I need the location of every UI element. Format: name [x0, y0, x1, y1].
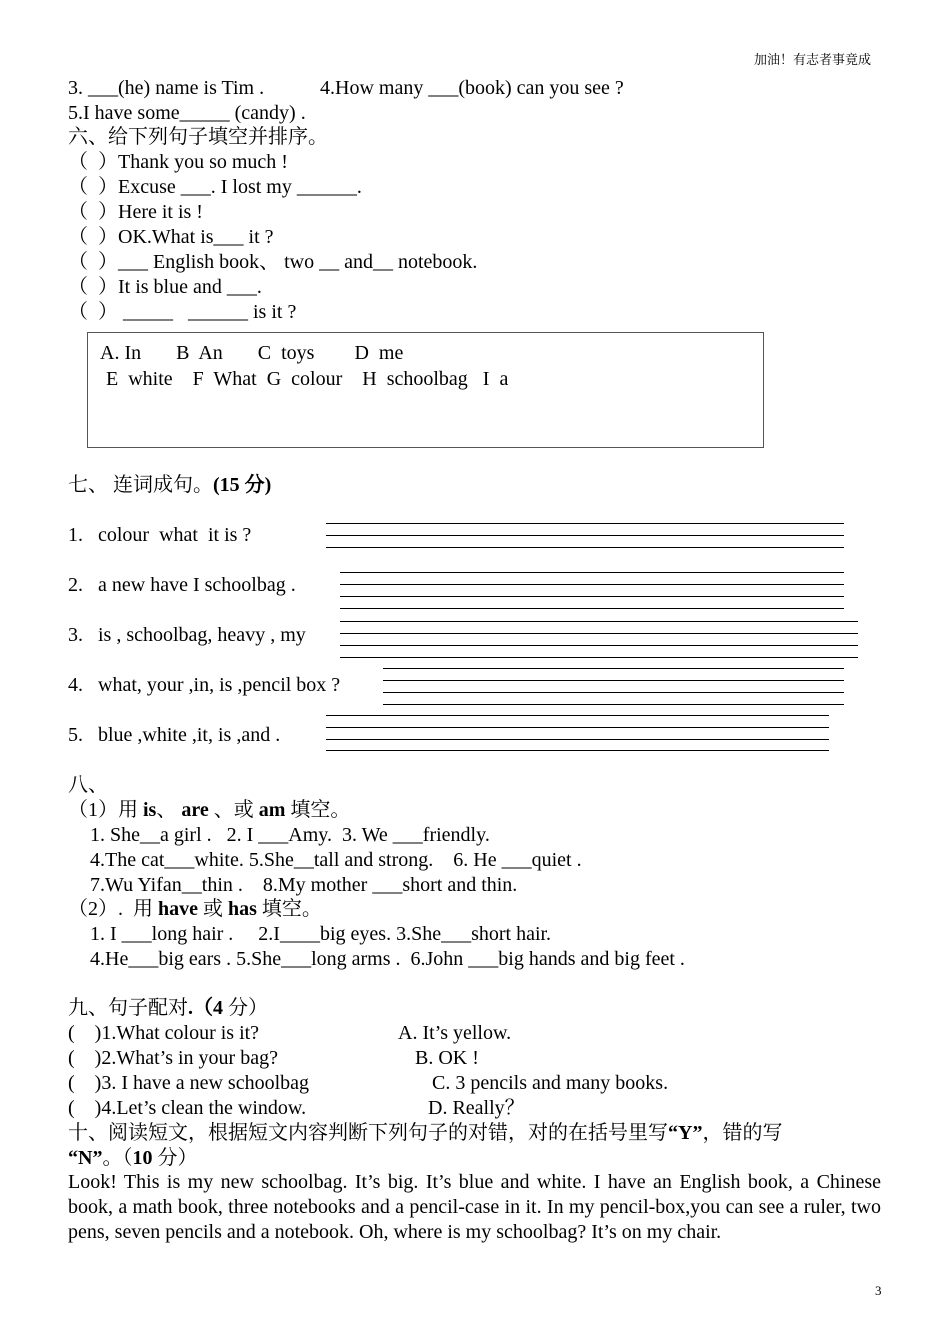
s7-item: 3. is , schoolbag, heavy , my [68, 624, 306, 646]
s6-item: （ ）Thank you so much ! [68, 151, 288, 173]
s7-item: 2. a new have I schoolbag . [68, 574, 296, 596]
s9-right-item: B. OK ! [415, 1047, 479, 1069]
page-number: 3 [875, 1283, 882, 1298]
section-10-title-cont: “N”。（10 分） [68, 1147, 198, 1169]
section-8-title: 八、 [68, 774, 108, 796]
top-question-4: 4.How many ___(book) can you see ? [320, 77, 624, 99]
s8-part1-line: 1. She__a girl . 2. I ___Amy. 3. We ___friendly. [90, 824, 490, 846]
answer-line [326, 750, 829, 751]
section-7-title: 七、 连词成句。(15 分) [68, 474, 272, 496]
word-bank-line-2: E white F What G colour H schoolbag I a [106, 368, 509, 390]
answer-line [383, 668, 844, 669]
answer-line [326, 739, 829, 740]
s8-part1-line: 7.Wu Yifan__thin . 8.My mother ___short and thin. [90, 874, 518, 896]
s6-item: （ ）Here it is ! [68, 201, 203, 223]
answer-line [340, 621, 858, 622]
s7-item: 1. colour what it is ? [68, 524, 252, 546]
s9-left-item: ( )3. I have a new schoolbag [68, 1072, 310, 1094]
word-bank-line-1: A. In B An C toys D me [100, 342, 404, 364]
answer-line [326, 727, 829, 728]
s9-left-item: ( )4.Let’s clean the window. [68, 1097, 307, 1119]
s7-item: 5. blue ,white ,it, is ,and . [68, 724, 281, 746]
s9-right-item: C. 3 pencils and many books. [432, 1072, 669, 1094]
s8-part2-line: 1. I ___long hair . 2.I____big eyes. 3.She___short hair. [90, 923, 552, 945]
s6-item: （ ）It is blue and ___. [68, 276, 262, 298]
answer-line [383, 692, 844, 693]
s8-part1-instruction: （1）用 is、 are 、或 am 填空。 [68, 799, 351, 821]
answer-line [326, 715, 829, 716]
s6-item: （ ） _____ ______ is it ? [68, 301, 297, 323]
answer-line [326, 523, 844, 524]
header-motto: 加油！有志者事竟成 [754, 52, 872, 67]
section-9-title: 九、句子配对.（4 分） [68, 997, 268, 1019]
answer-line [340, 596, 844, 597]
answer-line [383, 704, 844, 705]
s8-part2-instruction: （2）. 用 have 或 has 填空。 [68, 898, 322, 920]
s9-left-item: ( )1.What colour is it? [68, 1022, 260, 1044]
top-question-5: 5.I have some_____ (candy) . [68, 102, 306, 124]
s9-right-item: D. Really？ [428, 1097, 525, 1119]
answer-line [340, 584, 844, 585]
s8-part2-line: 4.He___big ears . 5.She___long arms . 6.John ___big hands and big feet . [90, 948, 685, 970]
s6-item: （ ）OK.What is___ it ? [68, 226, 274, 248]
answer-line [326, 535, 844, 536]
answer-line [340, 657, 858, 658]
reading-passage: Look! This is my new schoolbag. It’s big. It’s blue and white. I have an English book, a Chinese book, a math book, three notebooks and a pencil-case in it. In my pencil-box,you can see a ruler, two pens, seven pencils and a notebook. Oh, where is my schoolbag? It’s on my chair. [68, 1171, 881, 1243]
answer-line [383, 680, 844, 681]
answer-line [340, 608, 844, 609]
section-6-title: 六、给下列句子填空并排序。 [68, 126, 328, 148]
s9-left-item: ( )2.What’s in your bag? [68, 1047, 278, 1069]
top-question-3: 3. ___(he) name is Tim . [68, 77, 265, 99]
section-10-title: 十、阅读短文，根据短文内容判断下列句子的对错，对的在括号里写“Y”，错的写 [68, 1122, 783, 1144]
s8-part1-line: 4.The cat___white. 5.She__tall and strong. 6. He ___quiet . [90, 849, 582, 871]
s9-right-item: A. It’s yellow. [398, 1022, 512, 1044]
s6-item: （ ）___ English book、 two __ and__ notebook. [68, 251, 478, 273]
answer-line [340, 572, 844, 573]
answer-line [340, 633, 858, 634]
answer-line [340, 645, 858, 646]
s6-item: （ ）Excuse ___. I lost my ______. [68, 176, 362, 198]
s7-item: 4. what, your ,in, is ,pencil box ? [68, 674, 341, 696]
answer-line [326, 547, 844, 548]
